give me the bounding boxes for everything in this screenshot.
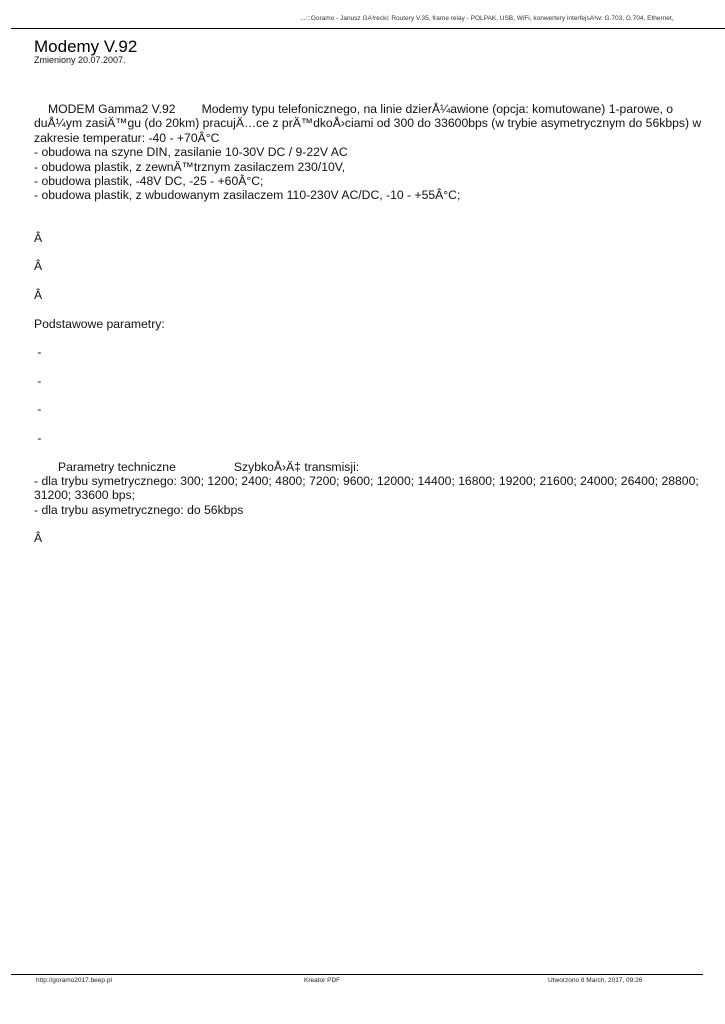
stray-char: Â <box>34 531 43 546</box>
article-body <box>34 102 710 546</box>
tech-params-label: Parametry techniczne <box>58 459 176 474</box>
basic-params-heading: Podstawowe parametry: <box>34 316 165 331</box>
tech-params-line <box>34 460 710 474</box>
footer-divider <box>11 974 703 975</box>
footer-created: Utworzono 8 March, 2017, 09:26 <box>548 977 643 984</box>
housing-list <box>34 145 710 203</box>
list-item: - obudowa plastik, -48V DC, -25 - +60Â°C; <box>34 174 264 189</box>
list-item: - <box>37 373 42 388</box>
list-item: - <box>37 402 42 417</box>
speed-list <box>34 474 710 517</box>
list-item: - obudowa plastik, z zewnÄ™trznym zasilaczem 230/10V, <box>34 159 346 174</box>
stray-char: Â <box>34 288 43 303</box>
product-description: Modemy typu telefonicznego, na linie dzierÅ¼awione (opcja: komutowane) 1-parowe, o duÅ¼ym zasiÄ™gu (do 20km) pracujÄ…ce z prÄ™dkoÅ›ciami od 300 do 33600bps (w trybie asymetrycznym do 56kbps) w zakresie temperatur: -40 - +70Â°C <box>34 102 702 145</box>
speed-label: SzybkoÅ›Ä‡ transmisji: <box>233 459 360 474</box>
list-item: - obudowa na szyne DIN, zasilanie 10-30V DC / 9-22V AC <box>34 145 348 160</box>
running-header: ...:::Goramo - Janusz GÃ³recki: Routery V.35, frame relay - POLPAK, USB, WiFi, konwertery interfejsÃ³w: G.703, G.704, Ethernet, <box>300 15 674 22</box>
list-item: - <box>37 431 42 445</box>
list-item: - dla trybu symetrycznego: 300; 1200; 2400; 4800; 7200; 9600; 12000; 14400; 16800; 19200; 21600; 24000; 26400; 28800; 31200; 33600 bps; <box>34 474 699 503</box>
modified-date: Zmieniony 20.07.2007. <box>34 55 126 65</box>
footer-url: http://goramo2017.beep.pl <box>36 977 112 984</box>
intro-paragraph <box>34 102 710 145</box>
stray-char: Â <box>34 230 43 245</box>
stray-char: Â <box>34 259 43 274</box>
header-divider <box>11 28 725 29</box>
product-name: MODEM Gamma2 V.92 <box>48 102 176 116</box>
footer-generator: Kreator PDF <box>304 977 341 984</box>
list-item: - obudowa plastik, z wbudowanym zasilaczem 110-230V AC/DC, -10 - +55Â°C; <box>34 188 461 203</box>
page-title: Modemy V.92 <box>34 37 138 56</box>
list-item: - <box>37 345 42 360</box>
list-item: - dla trybu asymetrycznego: do 56kbps <box>34 502 244 517</box>
